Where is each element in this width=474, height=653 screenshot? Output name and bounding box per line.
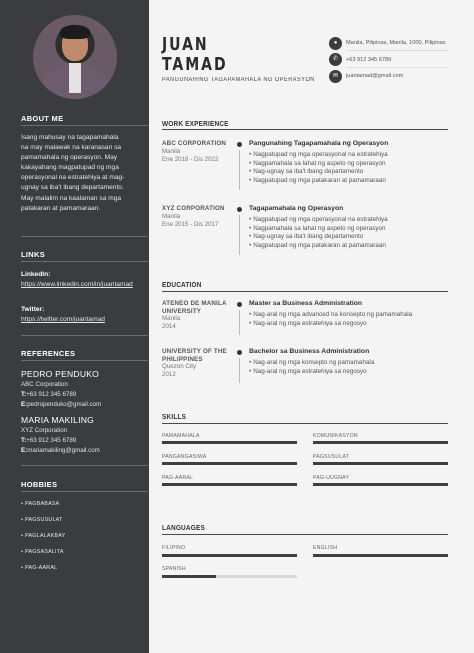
links-title: LINKS [21,250,45,259]
references-title: REFERENCES [21,349,76,358]
language-label: ENGLISH [313,545,338,551]
timeline-dot [237,142,242,147]
references-top-divider [21,335,148,336]
reference-email: E:mariamakiling@gmail.com [21,447,100,454]
phone-icon: ✆ [329,53,342,66]
location-pin-icon: ● [329,37,342,50]
last-name: TAMAD [162,54,228,75]
degree-bullet: • Nag-aral ng mga estratehiya sa negosyo [249,368,374,377]
job-position: Tagapamahala ng Operasyon [249,205,344,212]
hobbies-top-divider [21,465,148,466]
language-label: FILIPINO [162,545,186,551]
school-city: Manila [162,315,181,322]
timeline-line [239,150,240,190]
hobby-item: • PAGLALAKBAY [21,533,65,539]
links-top-divider [21,236,148,237]
language-bar [313,554,448,557]
job-bullet: • Nagpatupad ng mga patakaran at pamamaraan [249,242,388,251]
school-year: 2014 [162,323,176,330]
degree-bullets [249,311,412,328]
language-label: SPANISH [162,566,186,572]
job-dates: Ene 2015 - Dis 2017 [162,221,219,228]
job-bullets [249,151,388,185]
contact-divider [346,50,448,51]
job-bullet: • Nagpatupad ng mga patakaran at pamamaraan [249,177,388,186]
skill-label: PAG-AARAL [162,475,194,481]
job-dates: Ene 2018 - Dis 2022 [162,156,219,163]
skill-label: PAG-UUGNAY [313,475,350,481]
twitter-link[interactable]: https://twitter.com/juantamad [21,316,105,323]
links-divider [21,261,148,262]
work-title: WORK EXPERIENCE [162,119,229,128]
email-icon: ✉ [329,70,342,83]
job-city: Manila [162,148,181,155]
skill-label: PAMAMAHALA [162,433,200,439]
job-title: PANGUNAHING TAGAPAMAHALA NG OPERASYON [162,77,315,83]
reference-phone: T:+63 912 345 6789 [21,437,77,444]
skill-bar [162,462,297,465]
sidebar [0,0,149,653]
hobby-item: • PAGSUSULAT [21,517,63,523]
work-divider [162,129,448,130]
contact-address: Manila, Pilipinas, Manila, 1000, Pilipinas [346,40,446,46]
education-divider [162,291,448,292]
job-bullet: • Nag-ugnay sa iba't ibang departamento [249,233,388,242]
timeline-dot [237,207,242,212]
skill-bar [162,483,297,486]
job-city: Manila [162,213,181,220]
hobbies-divider [21,491,148,492]
about-title: ABOUT ME [21,114,64,123]
timeline-line [239,358,240,383]
school-city: Quezon City [162,363,197,370]
contact-phone: +63 912 345 6789 [346,57,392,63]
degree-bullet: • Nag-aral ng mga advanced na konsepto ng pamamahala [249,311,412,320]
skill-bar [313,462,448,465]
reference-company: XYZ Corporation [21,427,68,434]
job-company: XYZ CORPORATION [162,205,225,212]
hobbies-title: HOBBIES [21,480,58,489]
language-bar [162,554,297,557]
linkedin-label: LinkedIn: [21,271,51,278]
skill-label: KOMUNIKASYON [313,433,358,439]
degree-bullets [249,359,374,376]
languages-divider [162,534,448,535]
skills-divider [162,423,448,424]
job-position: Pangunahing Tagapamahala ng Operasyon [249,140,389,147]
job-bullet: • Nagpamahala sa lahat ng aspeto ng operasyon [249,160,388,169]
education-title: EDUCATION [162,280,202,289]
language-bar [162,575,297,578]
references-divider [21,360,148,361]
skills-title: SKILLS [162,412,187,421]
timeline-dot [237,302,242,307]
job-bullet: • Nagpatupad ng mga operasyonal na estratehiya [249,216,388,225]
first-name: JUAN [162,34,209,55]
timeline-dot [237,350,242,355]
contact-email[interactable]: juantamad@gmail.com [346,73,404,79]
reference-name: MARIA MAKILING [21,415,94,425]
linkedin-link[interactable]: https://www.linkedin.com/in/juantamad [21,281,133,288]
skill-bar [313,483,448,486]
job-bullet: • Nag-ugnay sa iba't ibang departamento [249,168,388,177]
twitter-label: Twitter: [21,306,45,313]
skill-bar [313,441,448,444]
contact-divider [346,67,448,68]
job-bullet: • Nagpatupad ng mga operasyonal na estratehiya [249,151,388,160]
school-name: ATENEO DE MANILA UNIVERSITY [162,300,227,315]
profile-photo [33,15,117,99]
reference-company: ABC Corporation [21,381,68,388]
skill-label: PANGANGASIWA [162,454,207,460]
reference-phone: T:+63 912 345 6789 [21,391,77,398]
degree-bullet: • Nag-aral ng mga konsepto ng pamamahala [249,359,374,368]
reference-name: PEDRO PENDUKO [21,369,100,379]
job-company: ABC CORPORATION [162,140,227,147]
timeline-line [239,310,240,335]
hobby-item: • PAGSASALITA [21,549,64,555]
degree-title: Master sa Business Administration [249,300,363,307]
about-divider [21,125,148,126]
school-name: UNIVERSITY OF THE PHILIPPINES [162,348,227,363]
languages-title: LANGUAGES [162,523,205,532]
hobby-item: • PAGBABASA [21,501,59,507]
job-bullets [249,216,388,250]
hobby-item: • PAG-AARAL [21,565,57,571]
timeline-line [239,215,240,255]
skill-bar [162,441,297,444]
degree-title: Bachelor sa Business Administration [249,348,370,355]
job-bullet: • Nagpamahala sa lahat ng aspeto ng operasyon [249,225,388,234]
skill-label: PAGSUSULAT [313,454,350,460]
degree-bullet: • Nag-aral ng mga estratehiya sa negosyo [249,320,412,329]
about-text: Isang mahusay na tagapamahala na may malawak na karanasan sa pamamahala ng operasyon. May kakayahang magpatupad ng mga operasyonal na estratehiya at mag-ugnay sa iba't ibang departamento. May malalim na kaalaman sa mga patakaran at pamamaraan. [21,134,125,212]
school-year: 2012 [162,371,176,378]
reference-email: E:pedropenduko@gmail.com [21,401,102,408]
